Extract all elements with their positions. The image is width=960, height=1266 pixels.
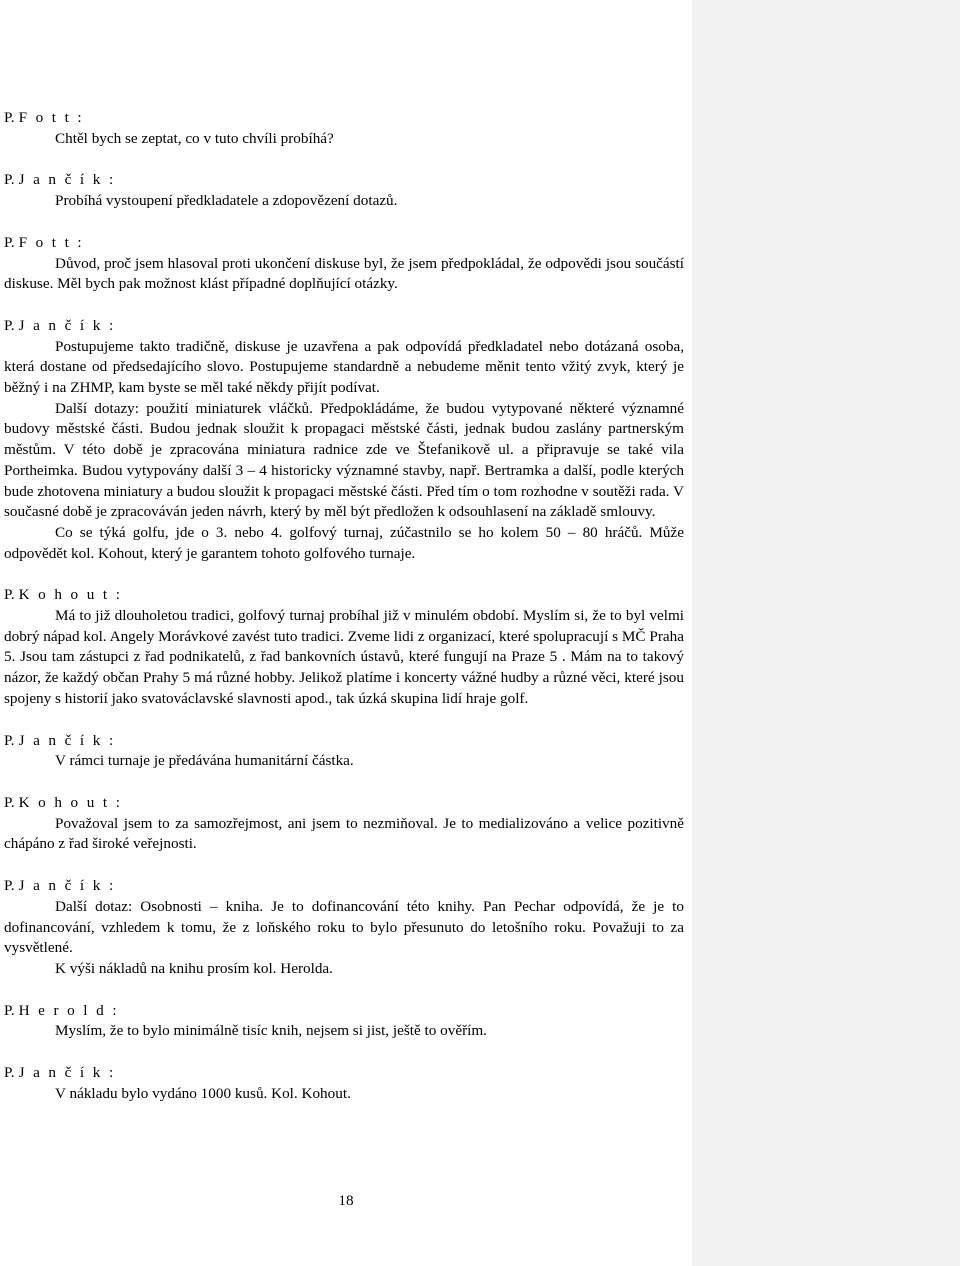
paragraph: Myslím, že to bylo minimálně tisíc knih, nejsem si jist, ještě to ověřím. (55, 1022, 487, 1040)
speaker-block (4, 233, 684, 295)
speaker-block (4, 108, 684, 149)
speaker-block (4, 876, 684, 980)
speaker-label: P. F o t t : (4, 233, 85, 251)
paragraph: Postupujeme takto tradičně, diskuse je uzavřena a pak odpovídá předkladatel nebo dotázaná osoba, která dostane od předsedajícího slovo. Postupujeme standardně a nebudeme měnit tento vžitý zvyk, který je běžný i na ZHMP, kam byste se měl také někdy přijít podívat. (4, 337, 684, 397)
paragraph: Co se týká golfu, jde o 3. nebo 4. golfový turnaj, zúčastnilo se ho kolem 50 – 80 hráčů. Může odpovědět kol. Kohout, který je garantem tohoto golfového turnaje. (4, 523, 684, 562)
speaker-block (4, 585, 684, 709)
speaker-block (4, 731, 684, 772)
paragraph: Další dotazy: použití miniaturek vláčků. Předpokládáme, že budou vytypované některé významné budovy městské části. Budou jednak sloužit k propagaci městské části, jednak budou zaslány partnerským městům. V této době je zpracována miniatura radnice zde ve Štefanikově ul. a připravuje se také vila Portheimka. Budou vytypovány další 3 – 4 historicky významné stavby, např. Bertramka a další, podle kterých bude zhotovena miniatury a budou sloužit k propagaci městské části. Před tím o tom rozhodne v soutěži rada. V současné době je zpracováván jeden návrh, který by měl být předložen k odsouhlasení na základě smlouvy. (4, 399, 684, 521)
speaker-label: P. J a n č í k : (4, 171, 116, 189)
speaker-label: P. J a n č í k : (4, 316, 116, 334)
paragraph: V rámci turnaje je předávána humanitární částka. (55, 752, 354, 770)
speaker-label: P. K o h o u t : (4, 793, 123, 811)
speaker-label: P. J a n č í k : (4, 731, 116, 749)
paragraph: Důvod, proč jsem hlasoval proti ukončení diskuse byl, že jsem předpokládal, že odpovědi jsou součástí diskuse. Měl bych pak možnost klást případné doplňující otázky. (4, 254, 684, 293)
speaker-label: P. K o h o u t : (4, 586, 123, 604)
speaker-block (4, 316, 684, 564)
paragraph: V nákladu bylo vydáno 1000 kusů. Kol. Kohout. (55, 1084, 351, 1102)
paragraph: K výši nákladů na knihu prosím kol. Herolda. (55, 959, 333, 977)
speaker-label: P. F o t t : (4, 109, 85, 126)
speaker-block (4, 170, 684, 211)
comment-margin-panel (692, 0, 960, 1266)
speaker-label: P. H e r o l d : (4, 1001, 119, 1019)
speaker-block (4, 793, 684, 855)
paragraph: Považoval jsem to za samozřejmost, ani jsem to nezmiňoval. Je to medializováno a velice pozitivně chápáno z řad široké veřejnosti. (4, 814, 684, 853)
speaker-block (4, 1001, 684, 1042)
speaker-label: P. J a n č í k : (4, 877, 116, 895)
speaker-block (4, 1063, 684, 1104)
paragraph: Probíhá vystoupení předkladatele a zdopovězení dotazů. (55, 192, 398, 210)
paragraph: Další dotaz: Osobnosti – kniha. Je to dofinancování této knihy. Pan Pechar odpovídá, že je to dofinancování, vzhledem k tomu, že z loňského roku to bylo přesunuto do letošního roku. Považuji to za vysvětlené. (4, 897, 684, 957)
paragraph: Chtěl bych se zeptat, co v tuto chvíli probíhá? (55, 129, 334, 147)
paragraph: Má to již dlouholetou tradici, golfový turnaj probíhal již v minulém období. Myslím si, že to byl velmi dobrý nápad kol. Angely Morávkové zavést tuto tradici. Zveme lidi z organizací, které spolupracují s MČ Praha 5. Jsou tam zástupci z řad podnikatelů, z řad bankovních ústavů, které fungují na Praze 5 . Mám na to takový názor, že každý občan Prahy 5 má různé hobby. Jelikož platíme i koncerty vážné hudby a různé věci, které jsou spojeny s historií jako svatováclavské slavnosti apod., tak úzká skupina lidí hraje golf. (4, 607, 684, 707)
page-number: 18 (338, 1192, 354, 1209)
transcript-body (4, 108, 684, 1104)
speaker-label: P. J a n č í k : (4, 1064, 116, 1082)
